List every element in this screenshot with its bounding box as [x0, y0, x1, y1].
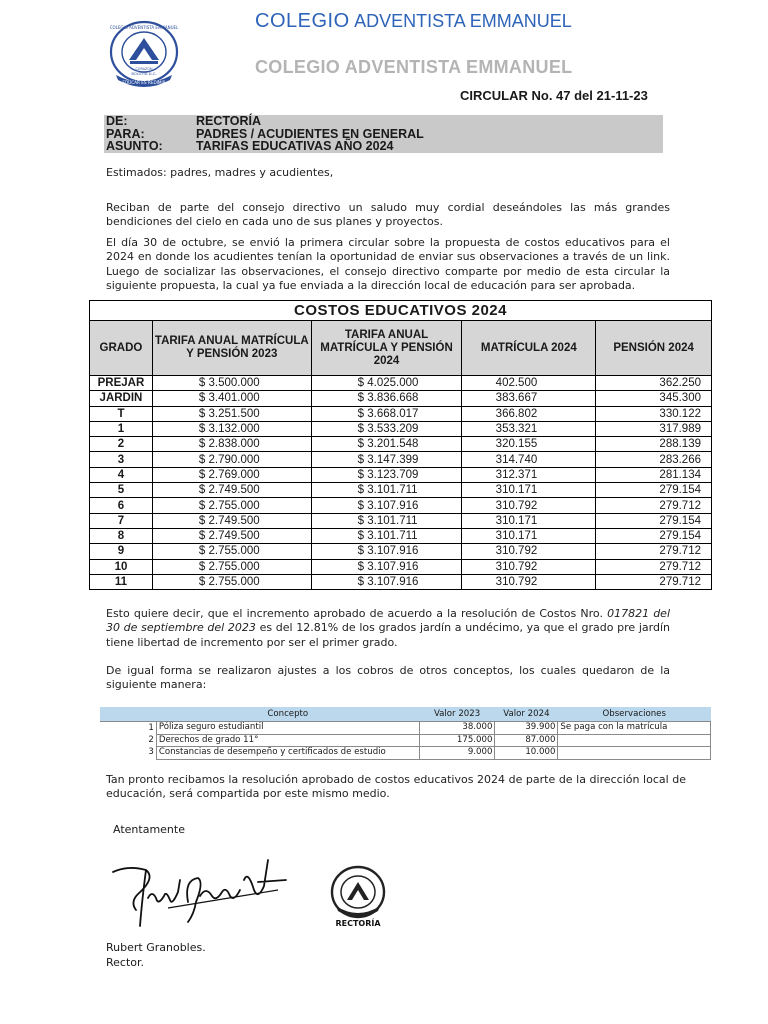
cell-tarifa-2024: $ 3.201.548	[311, 437, 462, 452]
other-cell-concepto: Póliza seguro estudiantil	[156, 722, 419, 735]
paragraph-3: Esto quiere decir, que el incremento aprobado de acuerdo a la resolución de Costos Nro. 017821 del 30 de septiembre del 2023 es del 12.81% de los grados jardín a undécimo, ya que el grado pre jardín tiene libertad de incremento por ser el primer grado.	[106, 607, 671, 649]
paragraph-2: El día 30 de octubre, se envió la primera circular sobre la propuesta de costos educativos para el 2024 en donde los acudientes tenían la oportunidad de enviar sus observaciones a través de un link. Luego de socializar las observaciones, el consejo directivo comparte por medio de esta circular la siguiente propuesta, la cual ya fue enviada a la dirección local de educación para ser aprobada.	[106, 236, 670, 293]
cell-grade: JARDIN	[90, 391, 153, 406]
cell-tarifa-2024: $ 3.107.916	[311, 544, 462, 559]
cell-pension-2024: 330.122	[596, 406, 712, 421]
cell-grade: T	[90, 406, 153, 421]
col-header-pension-2024: PENSIÓN 2024	[596, 321, 712, 376]
cell-tarifa-2023: $ 2.790.000	[152, 452, 311, 467]
other-col-index	[100, 707, 156, 722]
other-cell-concepto: Constancias de desempeño y certificados de estudio	[156, 747, 419, 760]
cell-grade: 6	[90, 498, 153, 513]
costs-table-row	[90, 498, 712, 513]
svg-text:CORAZÓN: CORAZÓN	[135, 67, 153, 71]
memo-de-value: RECTORÍA	[196, 114, 262, 128]
cell-grade: 2	[90, 437, 153, 452]
cell-tarifa-2023: $ 3.251.500	[152, 406, 311, 421]
col-header-tarifa-2024: TARIFA ANUAL MATRÍCULA Y PENSIÓN 2024	[311, 321, 462, 376]
costs-table-row	[90, 421, 712, 436]
costs-table-row	[90, 528, 712, 543]
other-cell-observaciones	[558, 747, 711, 760]
costs-table-row	[90, 452, 712, 467]
cell-tarifa-2024: $ 3.101.711	[311, 513, 462, 528]
cell-matricula-2024: 366.802	[462, 406, 596, 421]
cell-pension-2024: 279.712	[596, 559, 712, 574]
cell-matricula-2024: 312.371	[462, 467, 596, 482]
cell-matricula-2024: 383.667	[462, 391, 596, 406]
paragraph-4: De igual forma se realizaron ajustes a los cobros de otros conceptos, los cuales quedaron de la siguiente manera:	[106, 664, 670, 692]
other-table-row	[100, 722, 711, 735]
cell-tarifa-2024: $ 4.025.000	[311, 376, 462, 391]
costs-table	[89, 300, 712, 590]
cell-matricula-2024: 402.500	[462, 376, 596, 391]
memo-para-value: PADRES / ACUDIENTES EN GENERAL	[196, 126, 424, 141]
cell-matricula-2024: 353.321	[462, 421, 596, 436]
cell-pension-2024: 283.266	[596, 452, 712, 467]
other-table-row	[100, 734, 711, 747]
cell-tarifa-2023: $ 2.838.000	[152, 437, 311, 452]
cell-tarifa-2024: $ 3.107.916	[311, 559, 462, 574]
closing-atentamente: Atentamente	[113, 823, 185, 836]
cell-tarifa-2023: $ 2.749.500	[152, 528, 311, 543]
cell-pension-2024: 279.154	[596, 513, 712, 528]
memo-asunto-value: TARIFAS EDUCATIVAS AÑO 2024	[196, 139, 394, 153]
school-name-heading: COLEGIO ADVENTISTA EMMANUEL	[255, 10, 572, 32]
cell-grade: 8	[90, 528, 153, 543]
cell-tarifa-2024: $ 3.123.709	[311, 467, 462, 482]
cell-tarifa-2023: $ 2.755.000	[152, 559, 311, 574]
cell-matricula-2024: 314.740	[462, 452, 596, 467]
other-cell-valor-2023: 175.000	[419, 734, 495, 747]
costs-table-header	[90, 321, 712, 376]
other-col-valor-2023: Valor 2023	[419, 707, 495, 722]
cell-tarifa-2023: $ 2.755.000	[152, 544, 311, 559]
cell-matricula-2024: 310.792	[462, 574, 596, 589]
col-header-grado: GRADO	[90, 321, 153, 376]
rector-signature	[108, 850, 318, 935]
other-cell-valor-2024: 10.000	[495, 747, 558, 760]
other-col-concepto: Concepto	[156, 707, 419, 722]
cell-pension-2024: 279.154	[596, 483, 712, 498]
signer-role: Rector.	[106, 956, 145, 969]
cell-matricula-2024: 310.792	[462, 544, 596, 559]
svg-text:RECTORÍA: RECTORÍA	[335, 919, 381, 928]
cell-tarifa-2023: $ 2.749.500	[152, 513, 311, 528]
cell-pension-2024: 345.300	[596, 391, 712, 406]
cell-pension-2024: 279.712	[596, 574, 712, 589]
other-col-valor-2024: Valor 2024	[495, 707, 558, 722]
cell-pension-2024: 362.250	[596, 376, 712, 391]
school-name-subtitle: COLEGIO ADVENTISTA EMMANUEL	[255, 57, 573, 77]
cell-pension-2024: 317.989	[596, 421, 712, 436]
costs-table-row	[90, 467, 712, 482]
cell-tarifa-2024: $ 3.836.668	[311, 391, 462, 406]
cell-tarifa-2023: $ 2.749.500	[152, 483, 311, 498]
other-cell-index: 1	[100, 722, 156, 735]
svg-text:COLEGIO ADVENTISTA EMMANUEL: COLEGIO ADVENTISTA EMMANUEL	[109, 25, 179, 30]
cell-tarifa-2024: $ 3.668.017	[311, 406, 462, 421]
cell-matricula-2024: 310.171	[462, 483, 596, 498]
costs-table-row	[90, 574, 712, 589]
svg-text:EDUCAR ES REDIMIR: EDUCAR ES REDIMIR	[122, 80, 166, 85]
cell-pension-2024: 279.712	[596, 544, 712, 559]
other-concepts-table	[100, 707, 711, 760]
other-cell-observaciones: Se paga con la matrícula	[558, 722, 711, 735]
rectoria-stamp	[328, 864, 388, 928]
cell-grade: 5	[90, 483, 153, 498]
cell-grade: 7	[90, 513, 153, 528]
cell-grade: 1	[90, 421, 153, 436]
cell-tarifa-2023: $ 3.132.000	[152, 421, 311, 436]
cell-grade: 3	[90, 452, 153, 467]
circular-number: CIRCULAR No. 47 del 21-11-23	[460, 88, 648, 103]
other-cell-concepto: Derechos de grado 11°	[156, 734, 419, 747]
svg-text:BOGOTÁ D.C.: BOGOTÁ D.C.	[131, 71, 157, 76]
other-col-observaciones: Observaciones	[558, 707, 711, 722]
cell-pension-2024: 281.134	[596, 467, 712, 482]
cell-tarifa-2023: $ 3.500.000	[152, 376, 311, 391]
cell-grade: PREJAR	[90, 376, 153, 391]
cell-pension-2024: 279.154	[596, 528, 712, 543]
costs-table-row	[90, 483, 712, 498]
memo-header-box	[104, 115, 663, 153]
school-logo	[106, 18, 182, 88]
paragraph-1: Reciban de parte del consejo directivo un saludo muy cordial deseándoles las más grandes bendiciones del cielo en cada uno de sus planes y proyectos.	[106, 201, 670, 229]
cell-tarifa-2024: $ 3.107.916	[311, 498, 462, 513]
other-cell-valor-2023: 9.000	[419, 747, 495, 760]
greeting: Estimados: padres, madres y acudientes,	[106, 166, 334, 179]
other-cell-index: 2	[100, 734, 156, 747]
memo-asunto-label: ASUNTO:	[106, 139, 163, 153]
other-table-header	[100, 707, 711, 722]
cell-pension-2024: 279.712	[596, 498, 712, 513]
memo-para-label: PARA:	[106, 126, 145, 141]
signer-name: Rubert Granobles.	[106, 941, 206, 954]
costs-table-row	[90, 544, 712, 559]
other-table-row	[100, 747, 711, 760]
other-cell-observaciones	[558, 734, 711, 747]
cell-tarifa-2024: $ 3.147.399	[311, 452, 462, 467]
cell-tarifa-2024: $ 3.107.916	[311, 574, 462, 589]
cell-tarifa-2024: $ 3.533.209	[311, 421, 462, 436]
cell-matricula-2024: 310.792	[462, 498, 596, 513]
costs-table-title: COSTOS EDUCATIVOS 2024	[90, 301, 712, 321]
cell-pension-2024: 288.139	[596, 437, 712, 452]
cell-tarifa-2023: $ 2.755.000	[152, 498, 311, 513]
cell-tarifa-2024: $ 3.101.711	[311, 528, 462, 543]
col-header-tarifa-2023: TARIFA ANUAL MATRÍCULA Y PENSIÓN 2023	[152, 321, 311, 376]
other-cell-valor-2024: 39.900	[495, 722, 558, 735]
paragraph-5: Tan pronto recibamos la resolución aprobado de costos educativos 2024 de parte de la dirección local de educación, será compartida por este mismo medio.	[106, 773, 686, 801]
cell-tarifa-2023: $ 3.401.000	[152, 391, 311, 406]
other-cell-valor-2024: 87.000	[495, 734, 558, 747]
cell-matricula-2024: 310.171	[462, 528, 596, 543]
costs-table-row	[90, 559, 712, 574]
costs-table-row	[90, 513, 712, 528]
cell-grade: 4	[90, 467, 153, 482]
cell-tarifa-2024: $ 3.101.711	[311, 483, 462, 498]
other-cell-index: 3	[100, 747, 156, 760]
cell-tarifa-2023: $ 2.755.000	[152, 574, 311, 589]
cell-grade: 10	[90, 559, 153, 574]
costs-table-row	[90, 391, 712, 406]
costs-table-row	[90, 406, 712, 421]
other-cell-valor-2023: 38.000	[419, 722, 495, 735]
cell-matricula-2024: 320.155	[462, 437, 596, 452]
costs-table-row	[90, 376, 712, 391]
cell-grade: 9	[90, 544, 153, 559]
col-header-matricula-2024: MATRÍCULA 2024	[462, 321, 596, 376]
signer-block	[106, 940, 206, 970]
cell-matricula-2024: 310.792	[462, 559, 596, 574]
costs-table-row	[90, 437, 712, 452]
cell-tarifa-2023: $ 2.769.000	[152, 467, 311, 482]
memo-de-label: DE:	[106, 114, 128, 128]
cell-matricula-2024: 310.171	[462, 513, 596, 528]
cell-grade: 11	[90, 574, 153, 589]
